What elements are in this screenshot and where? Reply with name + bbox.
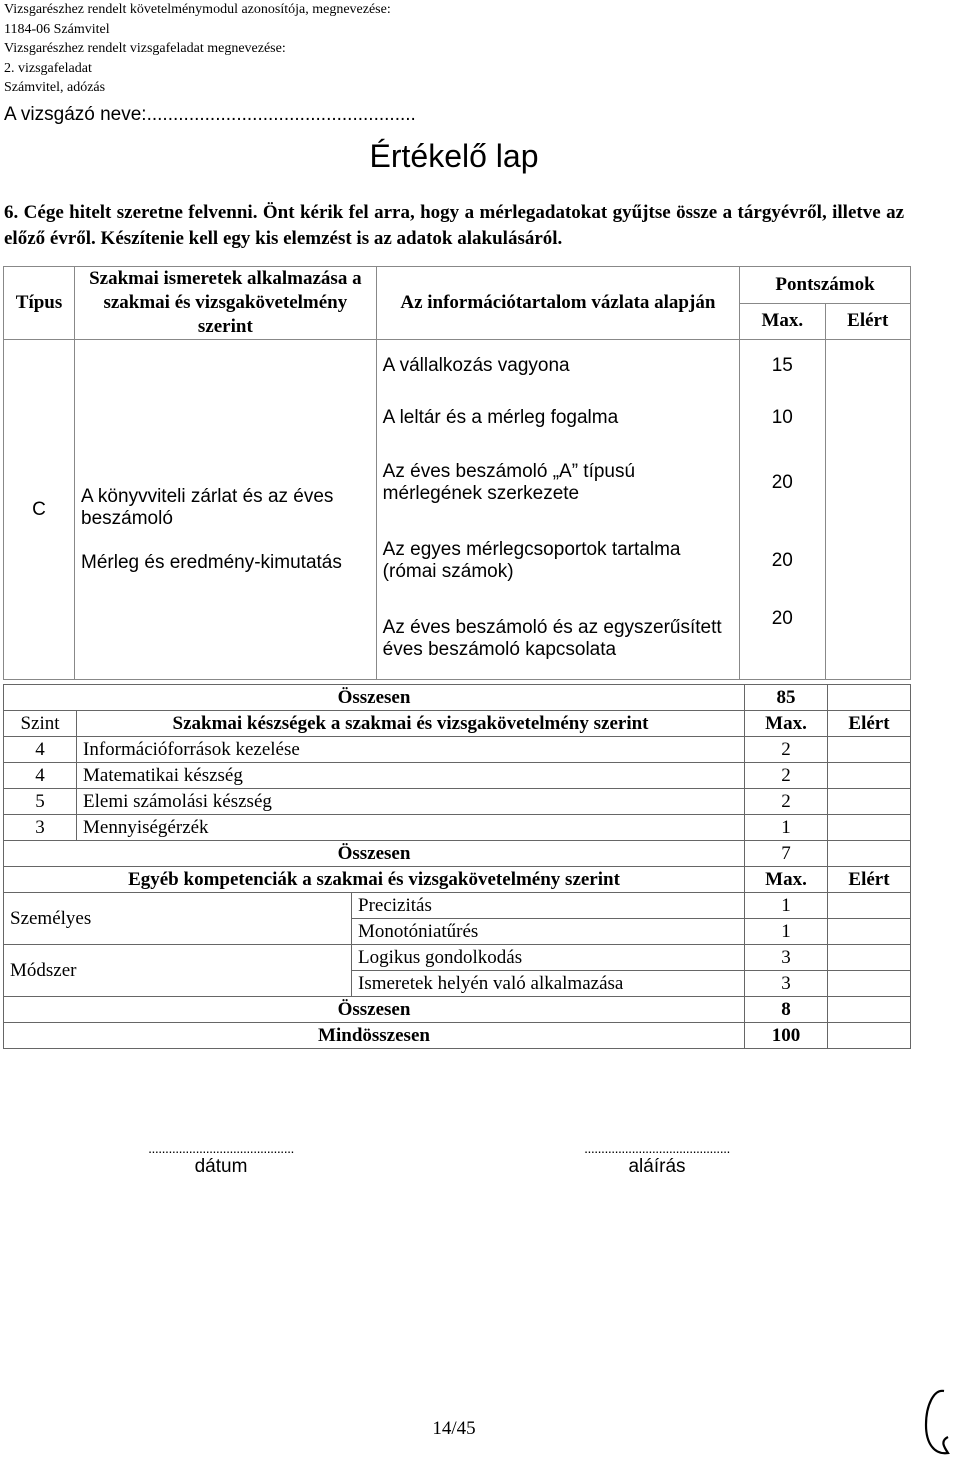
table-row bbox=[4, 945, 911, 971]
knowledge-item: Mérleg és eredmény-kimutatás bbox=[81, 551, 342, 573]
other-competencies-header: Egyéb kompetenciák a szakmai és vizsgakövetelmény szerint bbox=[4, 867, 745, 893]
other-total-achieved bbox=[828, 997, 911, 1023]
level-value: 5 bbox=[4, 789, 77, 815]
other-achieved-header: Elért bbox=[828, 867, 911, 893]
col-level-header: Szint bbox=[4, 711, 77, 737]
achieved-value bbox=[828, 971, 911, 997]
info-row: Az éves beszámoló „A” típusú mérlegének szerkezete bbox=[376, 444, 739, 522]
other-total-label: Összesen bbox=[4, 997, 745, 1023]
knowledge-item: A könyvviteli zárlat és az éves beszámoló bbox=[81, 485, 334, 529]
skill-name: Matematikai készség bbox=[77, 763, 745, 789]
col-max-header: Max. bbox=[740, 303, 825, 340]
col-points-header: Pontszámok bbox=[740, 267, 911, 304]
max-value: 20 bbox=[740, 444, 825, 522]
page-title: Értékelő lap bbox=[369, 138, 539, 174]
skills-total-label: Összesen bbox=[4, 841, 745, 867]
max-value: 1 bbox=[745, 919, 828, 945]
achieved-value bbox=[828, 893, 911, 919]
max-value: 1 bbox=[745, 815, 828, 841]
achieved-value bbox=[828, 737, 911, 763]
header-line: Számvitel, adózás bbox=[4, 80, 106, 95]
col-type-header: Típus bbox=[4, 267, 75, 340]
table-row bbox=[4, 815, 911, 841]
info-row: A vállalkozás vagyona bbox=[376, 340, 739, 392]
col-info-header: Az információtartalom vázlata alapján bbox=[376, 267, 739, 340]
competency-name: Precizitás bbox=[352, 893, 745, 919]
achieved-value bbox=[828, 789, 911, 815]
col-knowledge-header: Szakmai ismeretek alkalmazása a szakmai és vizsgakövetelmény szerint bbox=[75, 267, 377, 340]
skill-name: Információforrások kezelése bbox=[77, 737, 745, 763]
achieved-value bbox=[828, 945, 911, 971]
total-value: 85 bbox=[745, 685, 828, 711]
info-row: Az egyes mérlegcsoportok tartalma (római számok) bbox=[376, 522, 739, 600]
header-line: Vizsgarészhez rendelt vizsgafeladat megnevezése: bbox=[4, 41, 286, 56]
knowledge-cell bbox=[75, 340, 377, 680]
max-value: 2 bbox=[745, 737, 828, 763]
info-row: Az éves beszámoló és az egyszerűsített éves beszámoló kapcsolata bbox=[376, 600, 739, 680]
competency-name: Logikus gondolkodás bbox=[352, 945, 745, 971]
type-cell: C bbox=[4, 340, 75, 680]
group-method: Módszer bbox=[4, 945, 352, 997]
document-header bbox=[4, 0, 391, 98]
other-max-header: Max. bbox=[745, 867, 828, 893]
total-achieved bbox=[828, 685, 911, 711]
signature-block bbox=[522, 1140, 792, 1178]
grand-total-achieved bbox=[828, 1023, 911, 1049]
col-achieved-header: Elért bbox=[825, 303, 910, 340]
header-line: 1184-06 Számvitel bbox=[4, 21, 110, 37]
skill-name: Mennyiségérzék bbox=[77, 815, 745, 841]
signature-label: aláírás bbox=[628, 1156, 686, 1177]
group-personal: Személyes bbox=[4, 893, 352, 945]
other-total-value: 8 bbox=[745, 997, 828, 1023]
col-skills-header: Szakmai készségek a szakmai és vizsgakövetelmény szerint bbox=[77, 711, 745, 737]
max-value: 15 bbox=[740, 340, 825, 392]
table-row bbox=[4, 737, 911, 763]
skills-table bbox=[3, 684, 911, 1049]
signature-dots: ........................................... bbox=[584, 1140, 730, 1156]
date-block bbox=[86, 1140, 356, 1178]
max-value: 2 bbox=[745, 789, 828, 815]
skills-total-achieved bbox=[828, 841, 911, 867]
handwritten-signature-mark bbox=[918, 1385, 958, 1460]
achieved-value bbox=[828, 919, 911, 945]
achieved-cell bbox=[825, 340, 910, 680]
max-value: 1 bbox=[745, 893, 828, 919]
task-description: 6. Cége hitelt szeretne felvenni. Önt kérik fel arra, hogy a mérlegadatokat gyűjtse össze a tárgyévről, illetve az előző évről. Készítenie kell egy kis elemzést is az adatok alakulásáról. bbox=[4, 202, 904, 249]
table-row bbox=[4, 789, 911, 815]
table-row bbox=[4, 893, 911, 919]
level-value: 3 bbox=[4, 815, 77, 841]
achieved-value bbox=[828, 763, 911, 789]
examinee-name-line: A vizsgázó neve:................................................... bbox=[4, 104, 416, 125]
info-row: A leltár és a mérleg fogalma bbox=[376, 392, 739, 444]
max-value: 3 bbox=[745, 945, 828, 971]
max-value: 3 bbox=[745, 971, 828, 997]
max-value: 20 bbox=[740, 600, 825, 680]
header-line: 2. vizsgafeladat bbox=[4, 60, 92, 76]
date-dots: ........................................... bbox=[148, 1140, 294, 1156]
skill-name: Elemi számolási készség bbox=[77, 789, 745, 815]
max-value: 2 bbox=[745, 763, 828, 789]
competency-name: Ismeretek helyén való alkalmazása bbox=[352, 971, 745, 997]
table-row bbox=[4, 763, 911, 789]
knowledge-table bbox=[3, 266, 911, 680]
max-value: 20 bbox=[740, 522, 825, 600]
max-value: 10 bbox=[740, 392, 825, 444]
competency-name: Monotóniatűrés bbox=[352, 919, 745, 945]
achieved-value bbox=[828, 815, 911, 841]
page-number: 14/45 bbox=[432, 1418, 476, 1439]
grand-total-value: 100 bbox=[745, 1023, 828, 1049]
level-value: 4 bbox=[4, 737, 77, 763]
header-line: Vizsgarészhez rendelt követelménymodul azonosítója, megnevezése: bbox=[4, 2, 391, 17]
total-label: Összesen bbox=[4, 685, 745, 711]
level-value: 4 bbox=[4, 763, 77, 789]
col-max-header: Max. bbox=[745, 711, 828, 737]
col-achieved-header: Elért bbox=[828, 711, 911, 737]
grand-total-label: Mindösszesen bbox=[4, 1023, 745, 1049]
skills-total-value: 7 bbox=[745, 841, 828, 867]
date-label: dátum bbox=[194, 1156, 248, 1177]
